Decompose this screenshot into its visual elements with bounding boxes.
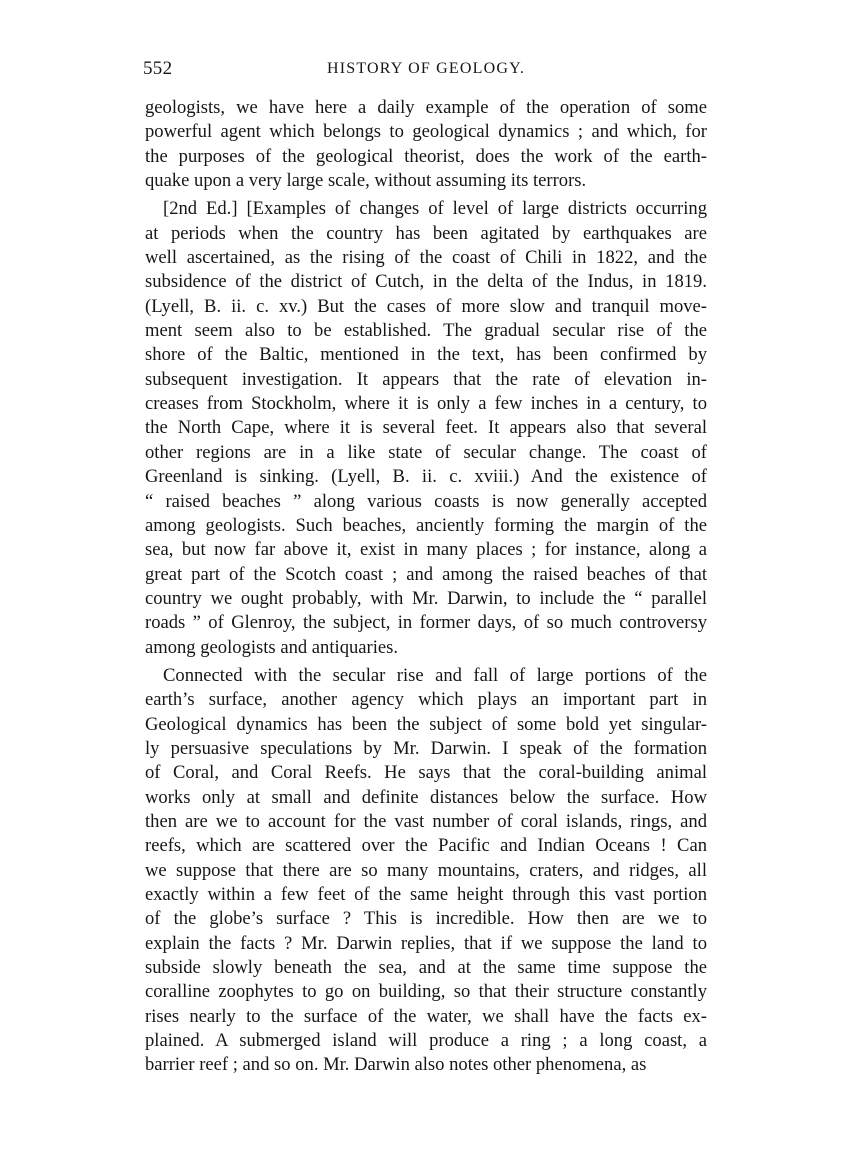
text-line: ment seem also to be established. The gradual secular rise of the	[145, 320, 707, 342]
text-line: geologists, we have here a daily example of the operation of some	[145, 97, 707, 118]
paragraph-3	[145, 664, 707, 1078]
text-line: roads ” of Glenroy, the subject, in former days, of so much controversy	[145, 612, 707, 634]
text-line: the North Cape, where it is several feet. It appears also that several	[145, 417, 707, 439]
page-header	[145, 58, 707, 92]
text-line: (Lyell, B. ii. c. xv.) But the cases of more slow and tranquil move-	[145, 295, 707, 317]
text-line: then are we to account for the vast number of coral islands, rings, and	[145, 810, 707, 832]
text-line: subsequent investigation. It appears that the rate of elevation in-	[145, 368, 707, 390]
text-line: sea, but now far above it, exist in many places ; for instance, along a	[145, 539, 707, 561]
text-line: earth’s surface, another agency which plays an important part in	[145, 689, 707, 711]
text-line: reefs, which are scattered over the Pacific and Indian Oceans ! Can	[145, 835, 707, 857]
page-number: 552	[143, 58, 173, 79]
text-line: exactly within a few feet of the same height through this vast portion	[145, 884, 707, 905]
text-line: barrier reef ; and so on. Mr. Darwin also notes other phenomena, as	[145, 1054, 647, 1076]
book-page	[145, 58, 707, 1078]
text-line: well ascertained, as the rising of the coast of Chili in 1822, and the	[145, 247, 707, 269]
text-line: of Coral, and Coral Reefs. He says that the coral-building animal	[145, 762, 707, 784]
text-line: ly persuasive speculations by Mr. Darwin. I speak of the formation	[145, 737, 707, 759]
text-line: plained. A submerged island will produce a ring ; a long coast, a	[145, 1030, 707, 1052]
text-line: country we ought probably, with Mr. Darwin, to include the “ parallel	[145, 587, 707, 609]
text-line: other regions are in a like state of secular change. The coast of	[145, 441, 707, 463]
text-line: powerful agent which belongs to geological dynamics ; and which, for	[145, 121, 707, 143]
text-line: Connected with the secular rise and fall of large portions of the	[163, 664, 707, 686]
text-line: coralline zoophytes to go on building, so that their structure constantly	[145, 981, 707, 1003]
text-line: among geologists. Such beaches, anciently forming the margin of the	[145, 514, 707, 536]
body-text	[145, 96, 707, 1078]
text-line: explain the facts ? Mr. Darwin replies, that if we suppose the land to	[145, 932, 707, 954]
text-line: of the globe’s surface ? This is incredible. How then are we to	[145, 908, 707, 930]
text-line: “ raised beaches ” along various coasts is now generally accepted	[145, 490, 707, 512]
text-line: among geologists and antiquaries.	[145, 636, 399, 658]
text-line: Greenland is sinking. (Lyell, B. ii. c. xviii.) And the existence of	[145, 466, 707, 488]
text-line: subsidence of the district of Cutch, in the delta of the Indus, in 1819.	[145, 271, 707, 293]
text-line: [2nd Ed.] [Examples of changes of level of large districts occurring	[163, 198, 707, 220]
text-line: at periods when the country has been agitated by earthquakes are	[145, 222, 707, 244]
text-line: Geological dynamics has been the subject of some bold yet singular-	[145, 713, 707, 735]
text-line: the purposes of the geological theorist, does the work of the earth-	[145, 145, 707, 167]
paragraph-1	[145, 96, 707, 193]
text-line: great part of the Scotch coast ; and among the raised beaches of that	[145, 563, 707, 585]
text-line: shore of the Baltic, mentioned in the text, has been confirmed by	[145, 344, 707, 366]
text-line: creases from Stockholm, where it is only a few inches in a century, to	[145, 393, 707, 415]
text-line: rises nearly to the surface of the water, we shall have the facts ex-	[145, 1005, 707, 1027]
paragraph-2	[145, 197, 707, 660]
text-line: quake upon a very large scale, without assuming its terrors.	[145, 170, 587, 192]
running-head: HISTORY OF GEOLOGY.	[326, 60, 526, 77]
text-line: we suppose that there are so many mountains, craters, and ridges, all	[145, 859, 707, 881]
text-line: works only at small and definite distances below the surface. How	[145, 786, 707, 808]
text-line: subside slowly beneath the sea, and at the same time suppose the	[145, 957, 707, 979]
